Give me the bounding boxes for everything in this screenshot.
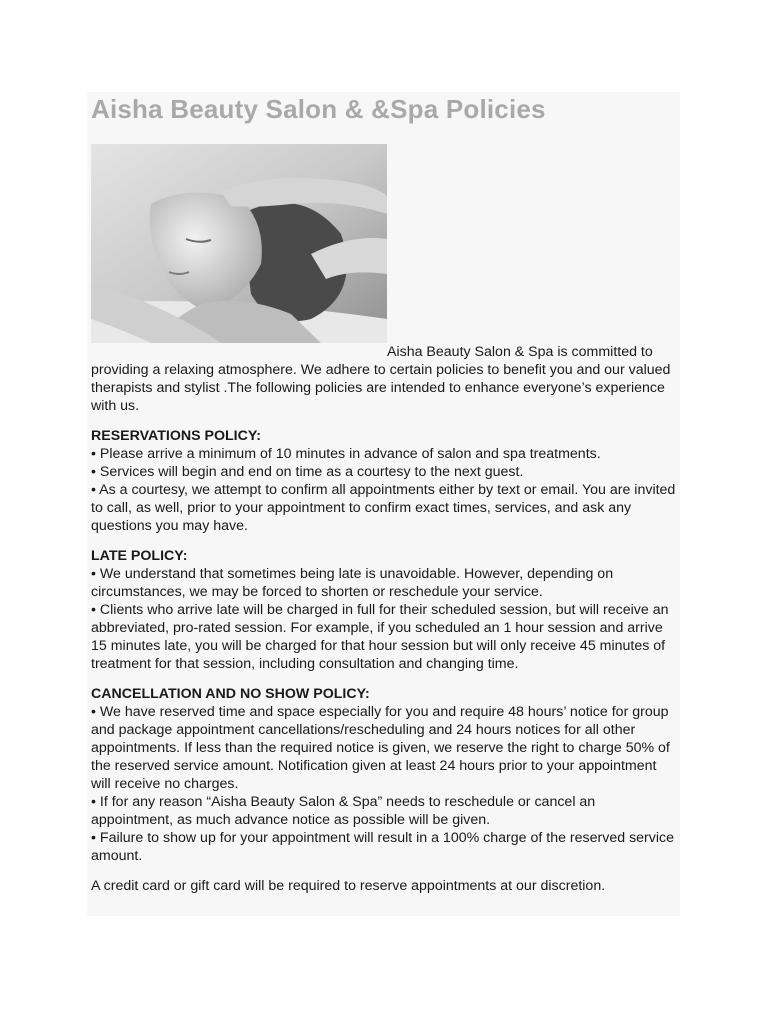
policy-content — [91, 343, 679, 895]
late-section — [91, 547, 679, 673]
policy-bullet: • We understand that sometimes being late is unavoidable. However, depending on circumstances, we may be forced to shorten or reschedule your service. — [91, 566, 614, 600]
policy-bullet: • Failure to show up for your appointment will result in a 100% charge of the reserved service amount. — [91, 830, 675, 864]
intro-lead: Aisha Beauty Salon & Spa is committed to — [387, 344, 653, 360]
policy-bullet: • Clients who arrive late will be charged in full for their scheduled session, but will receive an abbreviated, pro-rated session. For example, if you scheduled an 1 hour session and arrive 15 minutes late, you will be charged for that hour session but will only receive 45 minutes of treatment for that session, including consultation and changing time. — [91, 602, 669, 672]
reservations-section — [91, 427, 679, 535]
policy-bullet: • We have reserved time and space especially for you and require 48 hours’ notice for group and package appointment cancellations/rescheduling and 24 hours notices for all other appointments. If less than the required notice is given, we reserve the right to charge 50% of the reserved service amount. Notification given at least 24 hours prior to your appointment will receive no charges. — [91, 704, 670, 792]
page-title: Aisha Beauty Salon & &Spa Policies — [91, 94, 546, 124]
policy-bullet: • If for any reason “Aisha Beauty Salon & Spa” needs to reschedule or cancel an appointment, as much advance notice as possible will be given. — [91, 794, 596, 828]
closing-note: A credit card or gift card will be required to reserve appointments at our discretion. — [91, 878, 606, 894]
section-heading: RESERVATIONS POLICY: — [91, 428, 262, 444]
policy-bullet: • Services will begin and end on time as a courtesy to the next guest. — [91, 464, 524, 480]
section-heading: CANCELLATION AND NO SHOW POLICY: — [91, 686, 370, 702]
section-heading: LATE POLICY: — [91, 548, 188, 564]
policy-bullet: • As a courtesy, we attempt to confirm all appointments either by text or email. You are invited to call, as well, prior to your appointment to confirm exact times, services, and ask any questions you may have. — [91, 482, 676, 534]
policy-bullet: • Please arrive a minimum of 10 minutes in advance of salon and spa treatments. — [91, 446, 601, 462]
spa-massage-photo — [91, 144, 387, 343]
cancellation-section — [91, 685, 679, 865]
intro-text: providing a relaxing atmosphere. We adhere to certain policies to benefit you and our valued therapists and stylist .The following policies are intended to enhance everyone’s experience with us. — [91, 362, 671, 414]
spa-massage-illustration — [91, 144, 387, 343]
intro-paragraph — [91, 343, 679, 415]
